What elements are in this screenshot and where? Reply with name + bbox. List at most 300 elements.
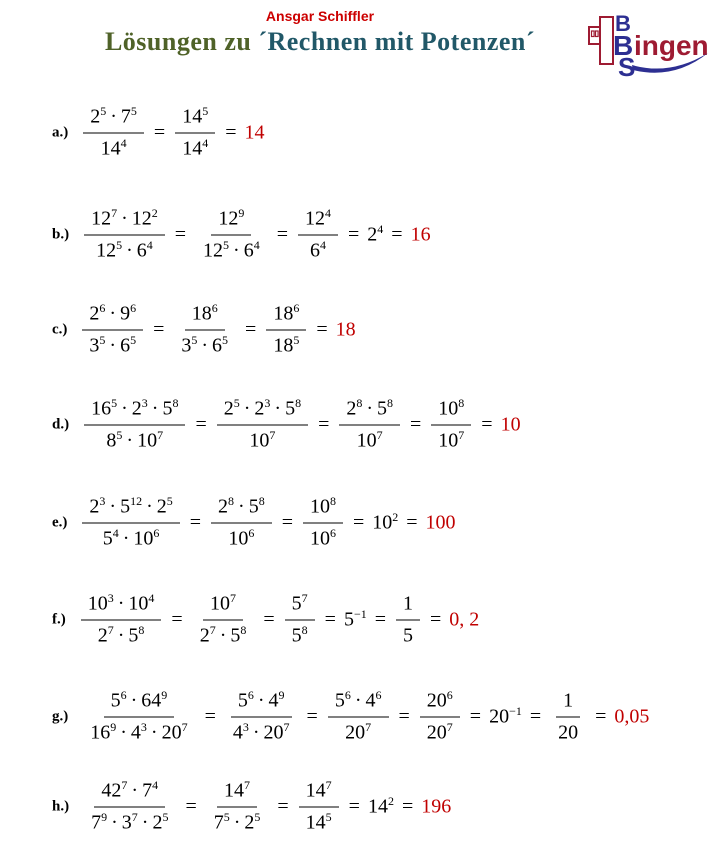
base-number: 10 [356, 429, 377, 452]
power-term [90, 719, 117, 744]
power-term [558, 722, 578, 744]
power-term [426, 719, 453, 744]
base-number: 10 [438, 429, 459, 452]
final-answer: 16 [410, 223, 431, 246]
denominator [299, 808, 339, 836]
equals-sign: = [352, 511, 365, 534]
equals-sign: = [430, 608, 442, 631]
power-term [309, 525, 336, 550]
exponent: 8 [356, 395, 363, 410]
power-term [237, 687, 254, 712]
power-term [273, 300, 300, 325]
denominator [226, 718, 297, 746]
base-number: 16 [91, 397, 112, 420]
power-term [367, 793, 394, 819]
base-number: 2 [254, 397, 265, 420]
base-number: 12 [131, 207, 152, 230]
power-term [263, 719, 290, 744]
exponent: 6 [344, 687, 351, 702]
logo-letter-b-top: B [615, 11, 631, 36]
fraction [396, 592, 420, 649]
exponent: 3 [242, 719, 249, 734]
power-term [228, 525, 255, 550]
power-term [438, 427, 465, 452]
power-term [91, 809, 108, 834]
power-term [156, 493, 173, 518]
power-term [403, 625, 413, 647]
base-number: 5 [291, 592, 302, 615]
exponent: 9 [278, 687, 285, 702]
fraction [266, 302, 306, 359]
multiply-dot: · [150, 721, 158, 744]
base-number: 3 [121, 811, 132, 834]
base-number: 5 [248, 495, 259, 518]
exponent: 3 [140, 719, 147, 734]
problem-label: d.) [52, 416, 70, 433]
exponent: 7 [301, 590, 308, 605]
base-number: 20 [345, 721, 366, 744]
power-term [120, 493, 143, 518]
base-number: 18 [273, 302, 294, 325]
exponent: 3 [99, 493, 106, 508]
base-number: 1 [403, 592, 413, 615]
power-term [136, 237, 153, 262]
base-number: 12 [91, 207, 112, 230]
power-term [291, 622, 308, 647]
equals-sign: = [316, 318, 328, 341]
exponent: 6 [130, 300, 137, 315]
base-number: 4 [232, 721, 243, 744]
base-number: 18 [273, 334, 294, 357]
equals-sign: = [185, 795, 197, 818]
power-term [210, 590, 237, 615]
problem-label: c.) [52, 321, 68, 338]
problem-label: g.) [52, 708, 69, 725]
equals-sign: = [306, 705, 318, 728]
problem-row [52, 207, 431, 264]
power-term [162, 395, 179, 420]
power-term [91, 205, 118, 230]
power-term [131, 205, 158, 230]
denominator [96, 524, 167, 552]
equals-sign: = [348, 795, 360, 818]
equals-sign: = [174, 223, 187, 246]
base-number: 5 [285, 397, 296, 420]
exponent: 7 [458, 427, 465, 442]
base-number: 5 [291, 624, 302, 647]
base-number: 7 [142, 779, 153, 802]
power-term [232, 719, 249, 744]
base-number: 5 [334, 689, 345, 712]
base-number: 14 [182, 105, 203, 128]
equals-sign: = [529, 705, 542, 728]
base-number: 10 [249, 429, 270, 452]
exponent: 7 [181, 719, 188, 734]
equals-sign: = [398, 705, 410, 728]
multiply-dot: · [243, 397, 251, 420]
denominator [94, 134, 134, 162]
fraction [420, 689, 460, 746]
exponent: 6 [446, 687, 453, 702]
power-term [110, 687, 127, 712]
multiply-dot: · [233, 811, 241, 834]
power-term [489, 703, 522, 728]
bbs-bingen-logo [584, 6, 716, 78]
power-term [291, 590, 308, 615]
multiply-dot: · [201, 334, 209, 357]
power-term [305, 205, 331, 230]
exponent: 8 [387, 395, 394, 410]
power-term [120, 103, 137, 128]
problem-row [52, 592, 479, 649]
exponent: 4 [152, 777, 159, 792]
fraction [226, 689, 297, 746]
power-term [365, 687, 382, 712]
power-term [343, 606, 367, 631]
equals-sign: = [401, 795, 414, 818]
power-term [121, 809, 138, 834]
exponent: 7 [376, 427, 383, 442]
base-number: 20 [161, 721, 182, 744]
power-term [141, 687, 168, 712]
base-number: 3 [89, 334, 100, 357]
numerator [266, 302, 306, 331]
numerator [211, 495, 272, 524]
base-number: 6 [136, 239, 147, 262]
multiply-dot: · [126, 429, 134, 452]
final-answer: 10 [500, 413, 521, 436]
numerator [211, 207, 251, 236]
problem-row [52, 302, 356, 359]
numerator [298, 207, 338, 236]
power-term [285, 395, 302, 420]
numerator [175, 105, 215, 134]
exponent: 8 [240, 622, 247, 637]
denominator [303, 524, 343, 552]
exponent: 8 [329, 493, 336, 508]
base-number: 5 [230, 624, 241, 647]
multiply-dot: · [126, 239, 133, 262]
denominator [82, 331, 143, 359]
exponent: 7 [209, 622, 216, 637]
equals-sign: = [481, 413, 493, 436]
exponent: 7 [111, 205, 118, 220]
base-number: 14 [100, 137, 121, 160]
fraction [175, 105, 215, 162]
multiply-dot: · [131, 779, 139, 802]
equals-sign: = [469, 705, 482, 728]
base-number: 20 [558, 721, 579, 744]
base-number: 5 [343, 608, 354, 631]
exponent: 6 [247, 687, 254, 702]
base-number: 5 [102, 527, 113, 550]
base-number: 10 [87, 592, 108, 615]
exponent: 6 [293, 300, 300, 315]
numerator [285, 592, 315, 621]
power-term [268, 687, 285, 712]
final-answer: 100 [425, 511, 456, 534]
base-number: 14 [367, 795, 388, 818]
equals-sign: = [277, 795, 289, 818]
power-term [403, 593, 413, 615]
base-number: 12 [96, 239, 117, 262]
final-answer: 196 [421, 795, 452, 818]
base-number: 20 [489, 705, 510, 728]
exponent: 7 [365, 719, 372, 734]
title-part-2: ´Rechnen mit Potenzen´ [258, 27, 536, 56]
power-term [254, 395, 271, 420]
base-number: 14 [224, 779, 245, 802]
power-term [87, 590, 114, 615]
power-term [218, 493, 235, 518]
base-number: 6 [120, 334, 131, 357]
exponent: 5 [191, 332, 198, 347]
author-name: Ansgar Schiffler [265, 8, 375, 24]
numerator [185, 302, 225, 331]
power-term [249, 427, 276, 452]
numerator [339, 397, 400, 426]
denominator [266, 331, 306, 359]
logo-letter-s: S [618, 52, 636, 78]
equals-sign: = [348, 223, 360, 246]
power-term [182, 103, 209, 128]
power-term [89, 493, 106, 518]
equals-sign: = [324, 608, 336, 631]
base-number: 7 [91, 811, 102, 834]
power-term [120, 332, 137, 357]
equals-sign: = [189, 511, 202, 534]
power-term [97, 622, 114, 647]
exponent: 8 [258, 493, 265, 508]
power-term [309, 493, 336, 518]
multiply-dot: · [146, 495, 153, 518]
fraction [84, 397, 185, 454]
numerator [104, 689, 175, 718]
exponent: 4 [146, 237, 153, 252]
exponent: 5 [233, 395, 240, 410]
exponent: 5 [325, 809, 332, 824]
exponent: 8 [172, 395, 179, 410]
base-number: 42 [101, 779, 122, 802]
fraction [339, 397, 400, 454]
fraction [217, 397, 308, 454]
final-answer: 0, 2 [449, 608, 480, 631]
base-number: 2 [152, 811, 163, 834]
exponent: 5 [111, 395, 118, 410]
numerator [203, 592, 243, 621]
power-term [100, 135, 127, 160]
fraction [328, 689, 389, 746]
equals-sign: = [391, 223, 403, 246]
numerator [84, 207, 165, 236]
exponent: 3 [264, 395, 271, 410]
problem-label: h.) [52, 798, 70, 815]
fraction [193, 592, 254, 649]
base-number: 12 [203, 239, 224, 262]
base-number: 10 [210, 592, 231, 615]
exponent: 5 [254, 809, 261, 824]
problem-row [52, 105, 264, 162]
base-number: 2 [89, 495, 100, 518]
exponent: 3 [141, 395, 148, 410]
power-term [130, 719, 147, 744]
equals-sign: = [276, 223, 288, 246]
power-term [273, 332, 300, 357]
power-term [305, 809, 332, 834]
base-number: 10 [309, 495, 330, 518]
power-term [90, 103, 107, 128]
exponent: 4 [148, 590, 155, 605]
base-number: 9 [120, 302, 131, 325]
numerator [431, 397, 471, 426]
exponent: 5 [130, 103, 137, 118]
tower-icon [589, 17, 613, 64]
numerator [231, 689, 292, 718]
fraction [207, 779, 268, 836]
exponent: 4 [112, 525, 119, 540]
equals-sign: = [595, 705, 607, 728]
fraction [298, 207, 338, 264]
equals-sign: = [195, 413, 207, 436]
final-answer: 14 [244, 121, 265, 144]
denominator [431, 426, 471, 454]
exponent: 6 [153, 525, 160, 540]
equals-sign: = [171, 608, 183, 631]
exponent: 7 [121, 777, 128, 792]
multiply-dot: · [110, 105, 117, 128]
power-term [182, 135, 209, 160]
power-term [248, 493, 265, 518]
problem-label: b.) [52, 226, 70, 243]
power-term [131, 395, 148, 420]
logo-graphic [584, 6, 716, 78]
power-term [89, 300, 106, 325]
base-number: 4 [130, 721, 141, 744]
denominator [285, 621, 315, 649]
base-number: 2 [223, 397, 234, 420]
power-term [152, 809, 169, 834]
base-number: 4 [365, 689, 376, 712]
base-number: 10 [128, 592, 149, 615]
logo-word-ingen: ingen [634, 30, 709, 61]
multiply-dot: · [219, 624, 227, 647]
numerator [420, 689, 460, 718]
denominator [89, 236, 160, 264]
exponent: 7 [230, 590, 237, 605]
power-term [438, 395, 465, 420]
base-number: 2 [89, 302, 100, 325]
fraction [83, 689, 194, 746]
exponent: 7 [157, 427, 164, 442]
exponent: 4 [120, 135, 127, 150]
exponent: 8 [138, 622, 145, 637]
exponent: 6 [120, 687, 127, 702]
power-term [128, 622, 145, 647]
fraction [196, 207, 267, 264]
exponent: 5 [162, 809, 169, 824]
power-term [244, 809, 261, 834]
denominator [193, 621, 254, 649]
base-number: 5 [237, 689, 248, 712]
exponent: 8 [458, 395, 465, 410]
numerator [328, 689, 389, 718]
base-number: 20 [426, 689, 447, 712]
power-term [120, 300, 137, 325]
exponent: 6 [211, 300, 218, 315]
final-answer: 18 [335, 318, 356, 341]
power-term [102, 525, 119, 550]
denominator [338, 718, 378, 746]
logo-letter-b-middle: B [613, 30, 634, 61]
denominator [396, 621, 420, 649]
power-term [96, 237, 123, 262]
power-term [243, 237, 260, 262]
base-number: 20 [426, 721, 447, 744]
denominator [303, 236, 333, 264]
title-part-1: Lösungen zu [104, 27, 259, 56]
problem-label: a.) [52, 124, 69, 141]
base-number: 10 [137, 429, 158, 452]
power-term [563, 690, 573, 712]
problem-label: e.) [52, 514, 68, 531]
multiply-dot: · [252, 721, 260, 744]
base-number: 6 [310, 239, 320, 262]
base-number: 5 [120, 495, 131, 518]
base-number: 10 [133, 527, 154, 550]
multiply-dot: · [121, 207, 128, 230]
exponent: 5 [222, 332, 229, 347]
power-term [346, 395, 363, 420]
multiply-dot: · [109, 334, 117, 357]
numerator [82, 302, 143, 331]
power-term [345, 719, 372, 744]
problem-row [52, 689, 649, 746]
power-term [356, 427, 383, 452]
denominator [84, 808, 175, 836]
exponent: 7 [107, 622, 114, 637]
multiply-dot: · [111, 811, 118, 834]
numerator [396, 592, 420, 621]
exponent: 8 [295, 395, 302, 410]
power-term [310, 237, 326, 262]
exponent: 9 [161, 687, 168, 702]
power-term [203, 237, 230, 262]
exponent: 6 [248, 525, 255, 540]
power-term [218, 205, 245, 230]
numerator [94, 779, 165, 808]
power-term [89, 332, 106, 357]
fraction [431, 397, 471, 454]
power-term [133, 525, 160, 550]
exponent: 4 [377, 221, 384, 236]
multiply-dot: · [121, 397, 128, 420]
fraction [174, 302, 235, 359]
fraction [81, 592, 162, 649]
exponent: 7 [269, 427, 276, 442]
power-term [128, 590, 155, 615]
base-number: 2 [244, 811, 255, 834]
base-number: 7 [120, 105, 131, 128]
numerator [81, 592, 162, 621]
power-term [181, 332, 198, 357]
base-number: 2 [97, 624, 108, 647]
denominator [196, 236, 267, 264]
denominator [207, 808, 268, 836]
base-number: 5 [403, 624, 413, 647]
base-number: 3 [181, 334, 192, 357]
multiply-dot: · [122, 527, 130, 550]
power-term [91, 395, 118, 420]
